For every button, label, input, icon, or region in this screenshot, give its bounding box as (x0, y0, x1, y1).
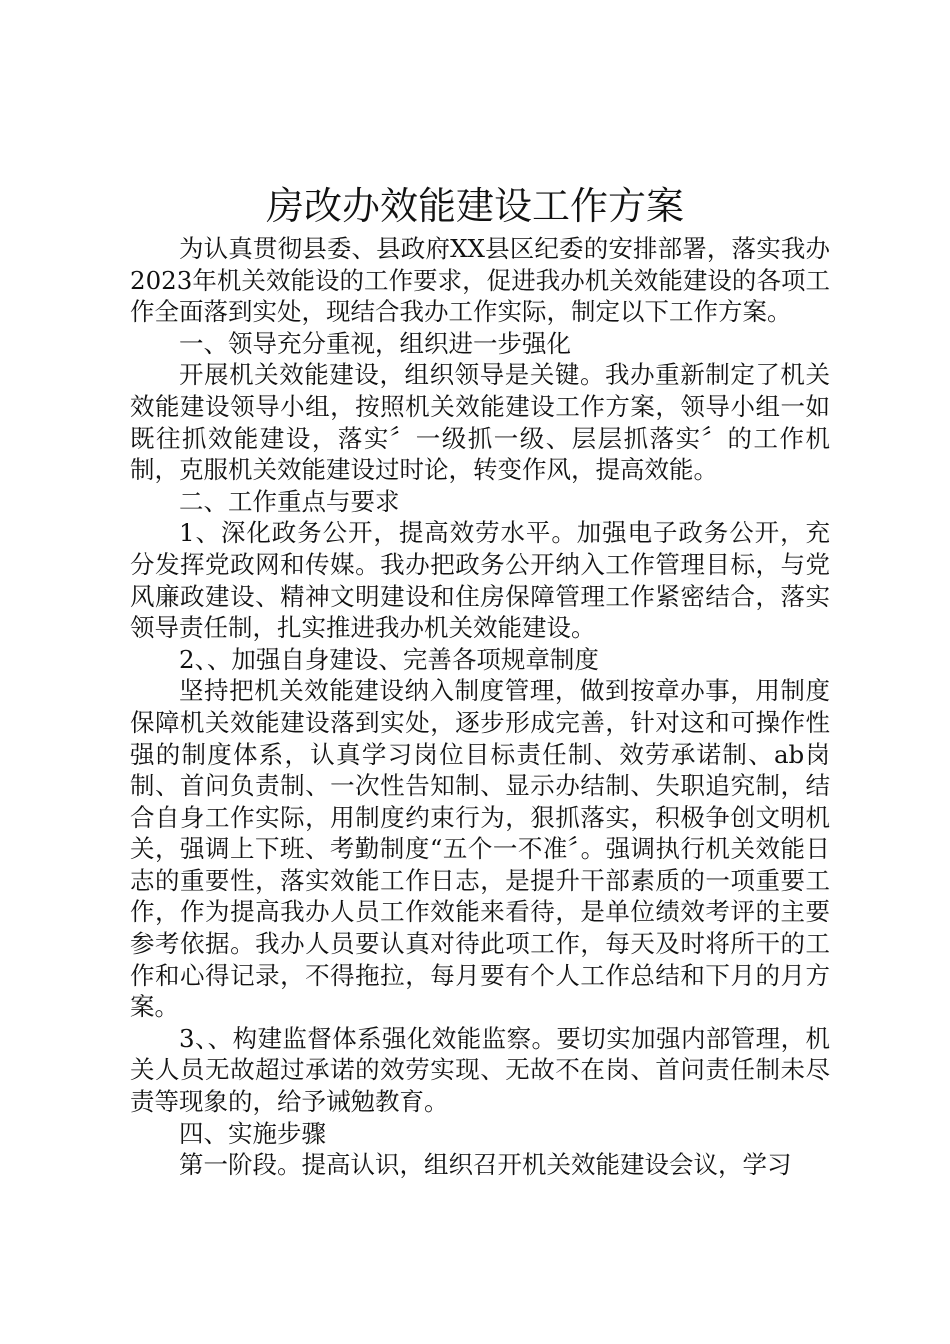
intro-paragraph: 为认真贯彻县委、县政府XX县区纪委的安排部署，落实我办2023年机关效能设的工作要求，促进我办机关效能建设的各项工作全面落到实处，现结合我办工作实际，制定以下工作方案。 (130, 234, 830, 327)
leadership-paragraph: 开展机关效能建设，组织领导是关键。我办重新制定了机关效能建设领导小组，按照机关效能建设工作方案，领导小组一如既往抓效能建设，落实〞一级抓一级、层层抓落实〞的工作机制，克服机关效能建设过时论，转变作风，提高效能。 (130, 360, 830, 485)
document-title: 房改办效能建设工作方案 (265, 184, 684, 228)
key-work-item-1: 1、深化政务公开，提高效劳水平。加强电子政务公开，充分发挥党政网和传媒。我办把政务公开纳入工作管理目标，与党风廉政建设、精神文明建设和住房保障管理工作紧密结合，落实领导责任制，扎实推进我办机关效能建设。 (130, 518, 830, 643)
key-work-item-2-heading: 2、、加强自身建设、完善各项规章制度 (179, 644, 599, 674)
steps-stage-1: 第一阶段。提高认识，组织召开机关效能建设会议，学习 (179, 1150, 792, 1180)
document-body (130, 233, 830, 1181)
section-heading-steps: 四、实施步骤 (179, 1118, 326, 1148)
key-work-item-3: 3、、构建监督体系强化效能监察。要切实加强内部管理，机关人员无故超过承诺的效劳实现、无故不在岗、首问责任制未尽责等现象的，给予诫勉教育。 (130, 1023, 830, 1117)
key-work-item-2-paragraph: 坚持把机关效能建设纳入制度管理，做到按章办事，用制度保障机关效能建设落到实处，逐步形成完善，针对这和可操作性强的制度体系，认真学习岗位目标责任制、效劳承诺制、ab岗制、首问负责制、一次性告知制、显示办结制、失职追究制，结合自身工作实际，用制度约束行为，狠抓落实，积极争创文明机关，强调上下班、考勤制度“五个一不准〞。强调执行机关效能日志的重要性，落实效能工作日志，是提升干部素质的一项重要工作，作为提高我办人员工作效能来看待，是单位绩效考评的主要参考依据。我办人员要认真对待此项工作，每天及时将所干的工作和心得记录，不得拖拉，每月要有个人工作总结和下月的月方案。 (130, 676, 830, 1022)
section-heading-leadership: 一、领导充分重视，组织进一步强化 (179, 328, 571, 358)
section-heading-key-work: 二、工作重点与要求 (179, 486, 400, 516)
